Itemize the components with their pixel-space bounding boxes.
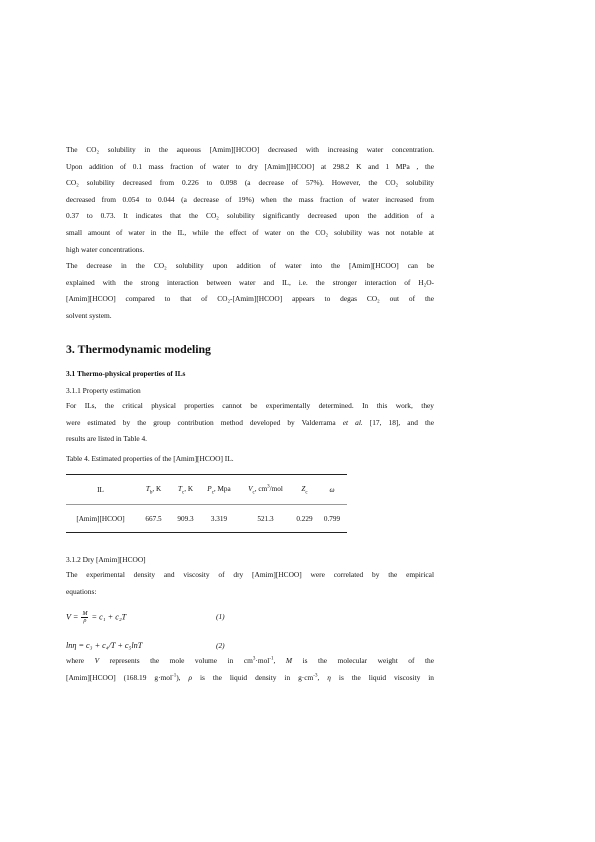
text-line: solvent system.: [66, 310, 112, 320]
fraction: $\frac{M}{\rho}$: [82, 611, 88, 624]
paragraph-symbol-definitions: [66, 653, 434, 686]
text-line: where V represents the mole volume in $cm^3\cdot mol^{-1}$, M is the molecular weight of the: [66, 656, 434, 665]
text-line: The decrease in the CO₂ solubility upon addition of water into the [Amim][HCOO] can be: [66, 261, 434, 270]
text-line: [Amim][HCOO] (168.19 g·mol$^{-1}$), ρ is the liquid density in $g\cdot cm^{-3}$, η is the liquid viscosity in: [66, 672, 434, 682]
subsection-heading: 3.1 Thermo-physical properties of ILs: [66, 369, 186, 378]
cell-tb: 667.5: [145, 514, 162, 523]
table-header-row: [66, 475, 347, 505]
cell-tc: 909.3: [177, 514, 194, 523]
text-line: Upon addition of 0.1 mass fraction of water to dry [Amim][HCOO] at 298.2 K and 1 MPa , the: [66, 161, 434, 171]
paragraph-property-estimation: [66, 398, 434, 448]
paragraph-dry-correlation: [66, 567, 434, 600]
header-pc: $P_c$, Mpa: [207, 485, 231, 496]
header-tb: $T_b$, K: [145, 485, 162, 496]
paragraph-water-interaction: [66, 258, 434, 324]
text-line: 0.37 to 0.73. It indicates that the CO₂ solubility significantly decreased upon the addition of a: [66, 211, 434, 221]
text-line: The experimental density and viscosity of dry [Amim][HCOO] were correlated by the empirical: [66, 570, 434, 579]
cell-omega: 0.799: [323, 514, 341, 523]
section-heading: 3. Thermodynamic modeling: [66, 342, 211, 356]
equation-1: V = $\frac{M}{\rho}$ = c₁ + c₂T: [66, 611, 127, 624]
header-vc: $V_c$, $cm^3$/mol: [248, 484, 283, 496]
text-line: results are listed in Table 4.: [66, 434, 148, 444]
table-row: [66, 505, 347, 533]
text-line: small amount of water in the IL, while the effect of water on the CO₂ solubility was not notable at: [66, 227, 434, 237]
paragraph-co2-solubility: [66, 142, 434, 258]
subsubsection-heading: 3.1.2 Dry [Amim][HCOO]: [66, 555, 146, 564]
cell-il: [Amim][HCOO]: [76, 514, 125, 523]
table-caption: Table 4. Estimated properties of the [Amim][HCOO] IL.: [66, 454, 234, 463]
cell-vc: 521.3: [257, 514, 274, 523]
cell-zc: 0.229: [296, 514, 313, 523]
text-line: CO₂ solubility decreased from 0.226 to 0.098 (a decrease of 57%). However, the CO₂ solubility: [66, 178, 434, 188]
equation-2: lnη = c₃ + c₄/T + c₅lnT: [66, 641, 143, 650]
italic-et-al: et al.: [342, 417, 363, 427]
equation-1-number: (1): [216, 612, 225, 621]
subsubsection-heading: 3.1.1 Property estimation: [66, 386, 141, 395]
header-omega: ω: [329, 485, 335, 494]
header-zc: $Z_c$: [301, 485, 308, 496]
text-line: For ILs, the critical physical properties cannot be experimentally determined. In this work, they: [66, 401, 434, 410]
text-line: high water concentrations.: [66, 244, 145, 254]
text-line: The CO₂ solubility in the aqueous [Amim][HCOO] decreased with increasing water concentration.: [66, 145, 434, 154]
equation-2-number: (2): [216, 641, 225, 650]
cell-pc: 3.319: [210, 514, 228, 523]
text-line: decreased from 0.054 to 0.044 (a decrease of 19%) when the mass fraction of water increased from: [66, 194, 434, 204]
header-tc: $T_c$, K: [177, 485, 194, 496]
text-line: were estimated by the group contribution method developed by Valderrama et al. [17, 18], and the: [66, 417, 434, 427]
text-line: explained with the strong interaction between water and IL, i.e. the stronger interaction of H₂O-: [66, 277, 434, 287]
header-il: IL: [97, 485, 104, 494]
text-line: [Amim][HCOO] compared to that of CO₂-[Amim][HCOO] appears to degas CO₂ out of the: [66, 294, 434, 304]
text-line: equations:: [66, 586, 97, 596]
document-page: [66, 0, 434, 842]
properties-table: [66, 474, 347, 533]
